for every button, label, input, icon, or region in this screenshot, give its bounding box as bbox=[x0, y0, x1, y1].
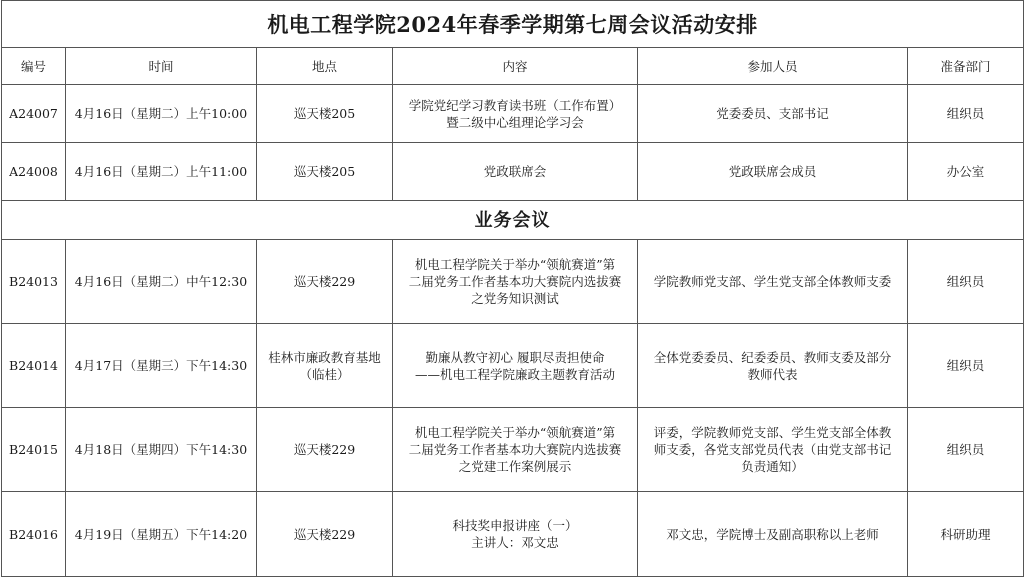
row-content: 科技奖申报讲座（一） 主讲人：邓文忠 bbox=[393, 492, 638, 577]
row-attendees: 学院教师党支部、学生党支部全体教师支委 bbox=[638, 240, 908, 324]
header-id: 编号 bbox=[2, 48, 66, 85]
table-row bbox=[2, 408, 1024, 492]
row-time: 4月16日（星期二）上午10:00 bbox=[66, 85, 257, 143]
row-dept: 科研助理 bbox=[908, 492, 1024, 577]
row-content: 学院党纪学习教育读书班（工作布置） 暨二级中心组理论学习会 bbox=[393, 85, 638, 143]
header-time: 时间 bbox=[66, 48, 257, 85]
table-row bbox=[2, 492, 1024, 577]
header-row bbox=[2, 48, 1024, 85]
row-dept: 办公室 bbox=[908, 143, 1024, 201]
row-content: 勤廉从教守初心 履职尽责担使命 ——机电工程学院廉政主题教育活动 bbox=[393, 324, 638, 408]
row-place: 桂林市廉政教育基地 （临桂） bbox=[257, 324, 393, 408]
row-place: 巡天楼229 bbox=[257, 408, 393, 492]
row-id: A24008 bbox=[2, 143, 66, 201]
page-title: 机电工程学院2024年春季学期第七周会议活动安排 bbox=[2, 1, 1024, 48]
header-content: 内容 bbox=[393, 48, 638, 85]
table-row bbox=[2, 324, 1024, 408]
row-id: B24015 bbox=[2, 408, 66, 492]
row-dept: 组织员 bbox=[908, 324, 1024, 408]
row-dept: 组织员 bbox=[908, 408, 1024, 492]
row-time: 4月16日（星期二）中午12:30 bbox=[66, 240, 257, 324]
table-row bbox=[2, 240, 1024, 324]
row-attendees: 全体党委委员、纪委委员、教师支委及部分 教师代表 bbox=[638, 324, 908, 408]
row-id: B24013 bbox=[2, 240, 66, 324]
schedule-table bbox=[1, 0, 1024, 577]
row-attendees: 党委委员、支部书记 bbox=[638, 85, 908, 143]
row-attendees: 党政联席会成员 bbox=[638, 143, 908, 201]
row-place: 巡天楼229 bbox=[257, 240, 393, 324]
row-content: 机电工程学院关于举办“领航赛道”第 二届党务工作者基本功大赛院内选拔赛 之党务知识测试 bbox=[393, 240, 638, 324]
row-time: 4月18日（星期四）下午14:30 bbox=[66, 408, 257, 492]
row-dept: 组织员 bbox=[908, 85, 1024, 143]
row-time: 4月16日（星期二）上午11:00 bbox=[66, 143, 257, 201]
row-time: 4月19日（星期五）下午14:20 bbox=[66, 492, 257, 577]
row-time: 4月17日（星期三）下午14:30 bbox=[66, 324, 257, 408]
table-row bbox=[2, 85, 1024, 143]
row-id: B24016 bbox=[2, 492, 66, 577]
row-content: 机电工程学院关于举办“领航赛道”第 二届党务工作者基本功大赛院内选拔赛 之党建工作案例展示 bbox=[393, 408, 638, 492]
row-content: 党政联席会 bbox=[393, 143, 638, 201]
row-attendees: 评委，学院教师党支部、学生党支部全体教 师支委，各党支部党员代表（由党支部书记 负责通知） bbox=[638, 408, 908, 492]
row-place: 巡天楼205 bbox=[257, 143, 393, 201]
row-dept: 组织员 bbox=[908, 240, 1024, 324]
header-place: 地点 bbox=[257, 48, 393, 85]
header-dept: 准备部门 bbox=[908, 48, 1024, 85]
section-title-business: 业务会议 bbox=[2, 201, 1024, 240]
row-place: 巡天楼205 bbox=[257, 85, 393, 143]
row-id: A24007 bbox=[2, 85, 66, 143]
row-id: B24014 bbox=[2, 324, 66, 408]
row-place: 巡天楼229 bbox=[257, 492, 393, 577]
header-attendees: 参加人员 bbox=[638, 48, 908, 85]
table-row bbox=[2, 143, 1024, 201]
row-attendees: 邓文忠，学院博士及副高职称以上老师 bbox=[638, 492, 908, 577]
